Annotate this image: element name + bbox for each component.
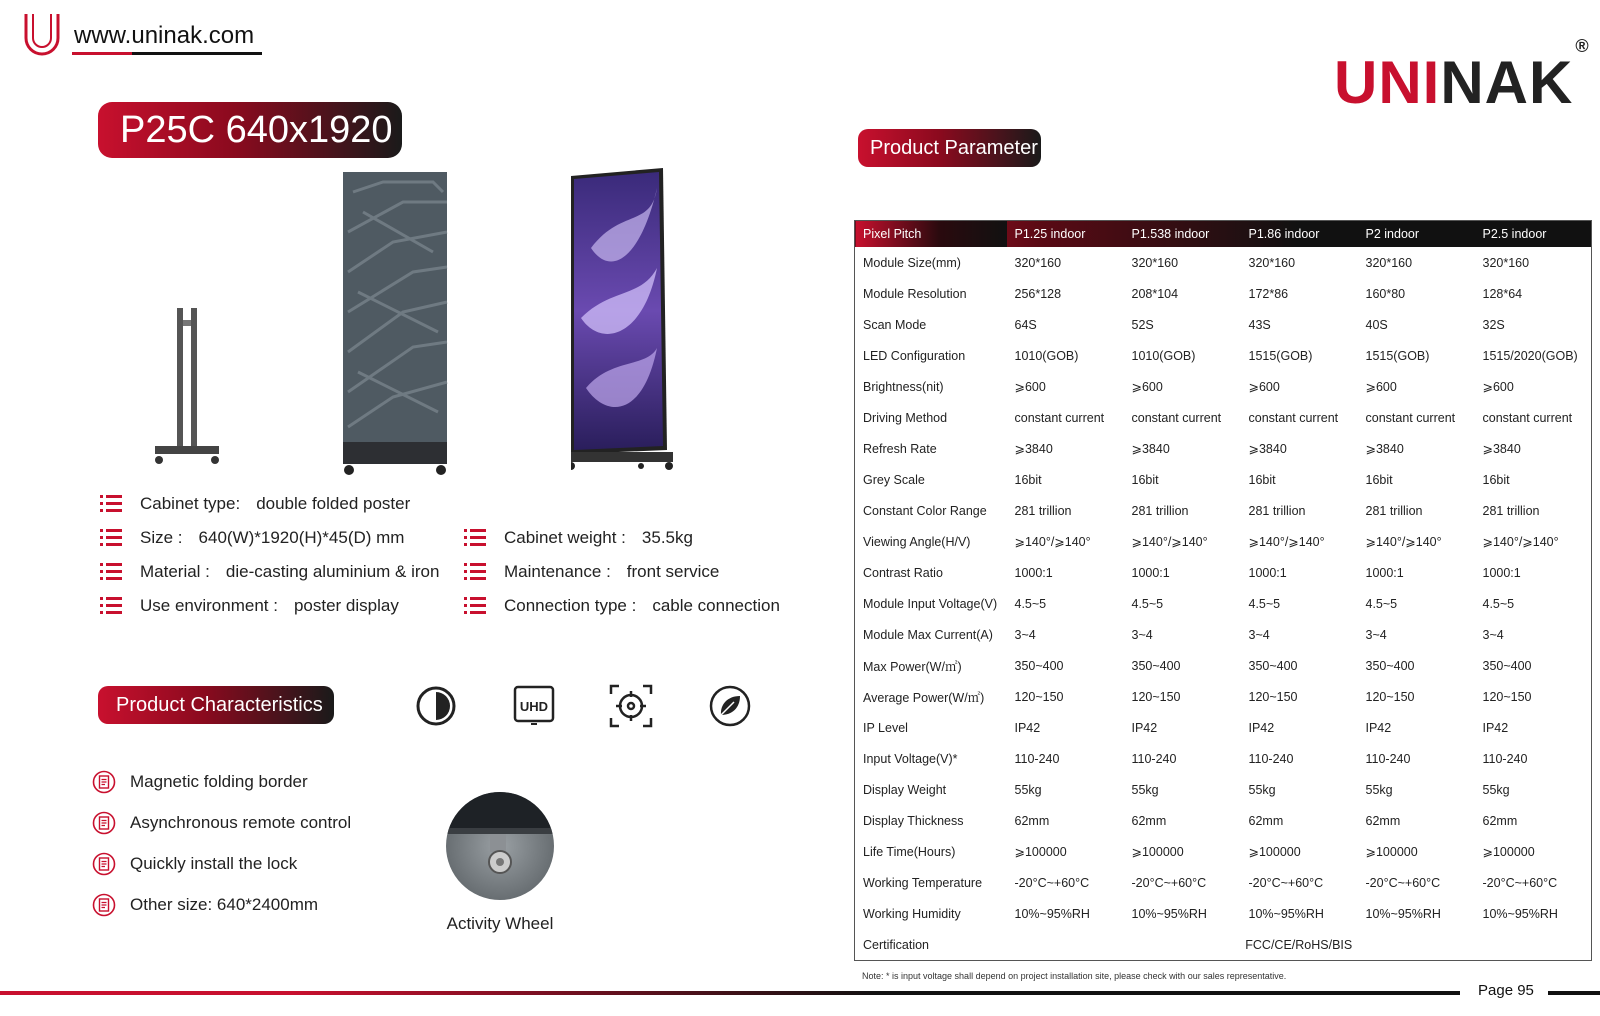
spec-use-environment [100, 596, 399, 616]
activity-wheel-image [446, 792, 554, 900]
table-cell: ⩾600 [1482, 380, 1514, 394]
table-row [855, 309, 1592, 340]
table-cell: 350~400 [1365, 658, 1415, 673]
row-label-cell: Scan Mode [863, 317, 927, 332]
table-cell: 208*104 [1131, 286, 1179, 301]
table-cell: 55kg [1365, 782, 1393, 797]
characteristic-item [92, 811, 351, 835]
table-header-cell: P2 indoor [1365, 227, 1420, 241]
row-label-cell: Working Temperature [863, 875, 983, 890]
table-cell: 4.5~5 [1131, 596, 1164, 611]
table-note: Note: * is input voltage shall depend on project installation site, please check with our sales representative. [862, 971, 1287, 981]
list-icon [100, 528, 122, 548]
table-row [855, 774, 1592, 805]
table-cell: 3~4 [1482, 627, 1504, 642]
table-cell: ⩾3840 [1014, 442, 1053, 456]
spec-material [100, 562, 439, 582]
row-label-cell: Input Voltage(V)* [863, 751, 958, 766]
cabinet-front-view-image [571, 168, 687, 478]
table-cell: 4.5~5 [1014, 596, 1047, 611]
table-cell: ⩾600 [1014, 380, 1046, 394]
table-row [855, 712, 1592, 743]
table-cell: 52S [1131, 317, 1154, 332]
table-row [855, 433, 1592, 464]
table-cell: 320*160 [1482, 255, 1530, 270]
table-row [855, 898, 1592, 929]
table-cell: constant current [1248, 410, 1339, 425]
row-label-cell: Module Input Voltage(V) [863, 596, 998, 611]
spec-cabinet-type [100, 494, 410, 514]
table-cell: constant current [1131, 410, 1222, 425]
table-cell: 1000:1 [1014, 565, 1053, 580]
table-cell: 55kg [1482, 782, 1510, 797]
table-cell: 16bit [1131, 472, 1159, 487]
table-cell: -20°C~+60°C [1482, 875, 1558, 890]
eco-leaf-icon [708, 684, 752, 728]
table-cell: ⩾600 [1248, 380, 1280, 394]
table-cell: 320*160 [1365, 255, 1413, 270]
spec-value: cable connection [652, 596, 780, 615]
row-label-cell: Driving Method [863, 410, 948, 425]
row-label-cell: Constant Color Range [863, 503, 987, 518]
table-cell: 110-240 [1482, 751, 1528, 766]
document-badge-icon [92, 770, 116, 794]
characteristic-item [92, 893, 318, 917]
page-number: Page 95 [1478, 982, 1534, 999]
row-label-cell: Working Humidity [863, 906, 961, 921]
table-cell: 256*128 [1014, 286, 1062, 301]
characteristic-item [92, 852, 297, 876]
product-parameter-title: Product Parameter [858, 129, 1041, 167]
table-row [855, 588, 1592, 619]
spec-value: 35.5kg [641, 528, 693, 547]
table-cell: 10%~95%RH [1014, 906, 1090, 921]
table-header-cell: Pixel Pitch [855, 221, 1007, 248]
table-cell: 10%~95%RH [1131, 906, 1207, 921]
document-badge-icon [92, 811, 116, 835]
table-cell: 3~4 [1365, 627, 1387, 642]
brand-logo-dark: NAK [1440, 49, 1574, 116]
row-label-cell: Refresh Rate [863, 441, 937, 456]
spec-key: Material : [140, 562, 210, 581]
row-label-cell: Module Size(mm) [863, 255, 961, 270]
table-cell: 350~400 [1014, 658, 1064, 673]
table-cell: 281 trillion [1482, 503, 1540, 518]
spec-value: 640(W)*1920(H)*45(D) mm [198, 528, 405, 547]
table-cell: IP42 [1131, 720, 1158, 735]
table-cell: 1000:1 [1365, 565, 1404, 580]
table-cell: 55kg [1248, 782, 1276, 797]
table-cell: -20°C~+60°C [1014, 875, 1090, 890]
table-header-cell: P1.25 indoor [1014, 227, 1086, 241]
spec-key: Size : [140, 528, 183, 547]
table-row [855, 402, 1592, 433]
table-cell: 62mm [1365, 813, 1401, 828]
table-cell: 4.5~5 [1365, 596, 1398, 611]
table-cell: ⩾140°/⩾140° [1248, 535, 1325, 549]
spec-key: Maintenance : [504, 562, 611, 581]
product-characteristics-title: Product Characteristics [98, 686, 334, 724]
table-cell: 120~150 [1131, 689, 1181, 704]
characteristic-text: Asynchronous remote control [130, 813, 352, 832]
parameter-table [854, 220, 1592, 961]
list-icon [100, 596, 122, 616]
table-row [855, 743, 1592, 774]
table-cell: 1010(GOB) [1014, 348, 1079, 363]
row-label-cell: Average Power(W/㎡) [863, 690, 985, 705]
table-cell: 43S [1248, 317, 1271, 332]
table-cell: -20°C~+60°C [1365, 875, 1441, 890]
table-cell: 10%~95%RH [1482, 906, 1558, 921]
spec-value: double folded poster [256, 494, 411, 513]
table-cell: 120~150 [1365, 689, 1415, 704]
row-label-cell: Max Power(W/㎡) [863, 659, 962, 674]
table-cell: ⩾140°/⩾140° [1482, 535, 1559, 549]
characteristic-text: Other size: 640*2400mm [130, 895, 319, 914]
characteristic-text: Quickly install the lock [130, 854, 298, 873]
characteristic-text: Magnetic folding border [130, 772, 308, 791]
row-label-cell: Life Time(Hours) [863, 844, 956, 859]
table-cell: 32S [1482, 317, 1505, 332]
row-label-cell: Contrast Ratio [863, 565, 943, 580]
spec-key: Connection type : [504, 596, 637, 615]
table-cell: 320*160 [1131, 255, 1179, 270]
table-cell: 16bit [1248, 472, 1276, 487]
table-cell: ⩾100000 [1131, 845, 1184, 859]
table-header-cell: P1.86 indoor [1248, 227, 1320, 241]
table-row [855, 278, 1592, 309]
table-cell: ⩾140°/⩾140° [1014, 535, 1091, 549]
table-row [855, 464, 1592, 495]
row-label-cell: Certification [863, 937, 929, 952]
table-cell: IP42 [1248, 720, 1275, 735]
site-url[interactable]: www.uninak.com [74, 22, 255, 49]
table-cell: ⩾600 [1365, 380, 1397, 394]
table-cell: 350~400 [1248, 658, 1298, 673]
table-row [855, 371, 1592, 402]
table-cell: 120~150 [1014, 689, 1064, 704]
table-row [855, 340, 1592, 371]
spec-size [100, 528, 404, 548]
table-cell: ⩾100000 [1482, 845, 1535, 859]
table-cell: 1010(GOB) [1131, 348, 1196, 363]
brand-logo [1334, 36, 1590, 117]
activity-wheel-label: Activity Wheel [446, 914, 554, 933]
table-cell: IP42 [1482, 720, 1509, 735]
table-cell: 110-240 [1131, 751, 1177, 766]
table-cell: ⩾3840 [1131, 442, 1170, 456]
table-cell: ⩾100000 [1014, 845, 1067, 859]
table-cell: 10%~95%RH [1365, 906, 1441, 921]
list-icon [100, 494, 122, 514]
table-cell: constant current [1482, 410, 1573, 425]
table-cell: 281 trillion [1248, 503, 1306, 518]
table-cell: 281 trillion [1365, 503, 1423, 518]
spec-maintenance [464, 562, 719, 582]
table-cell: 1515(GOB) [1248, 348, 1313, 363]
table-cell: ⩾3840 [1482, 442, 1521, 456]
table-row [855, 495, 1592, 526]
characteristic-item [92, 770, 308, 794]
table-cell: 110-240 [1248, 751, 1294, 766]
spec-connection-type [464, 596, 780, 616]
footer-divider-end [1548, 991, 1600, 995]
spec-value: die-casting aluminium & iron [225, 562, 440, 581]
contrast-icon [414, 684, 458, 728]
row-label-cell: Viewing Angle(H/V) [863, 534, 971, 549]
table-cell: 16bit [1014, 472, 1042, 487]
certification-value: FCC/CE/RoHS/BIS [1245, 937, 1353, 952]
table-row [855, 836, 1592, 867]
spec-value: poster display [293, 596, 399, 615]
table-cell: 160*80 [1365, 286, 1406, 301]
product-title: P25C 640x1920 [98, 102, 402, 158]
table-cell: constant current [1014, 410, 1105, 425]
table-header-cell: P2.5 indoor [1482, 227, 1547, 241]
table-row [855, 526, 1592, 557]
table-cell: -20°C~+60°C [1248, 875, 1324, 890]
table-cell: 4.5~5 [1248, 596, 1281, 611]
table-row [855, 681, 1592, 712]
table-header-row [855, 221, 1592, 248]
table-cell: ⩾3840 [1365, 442, 1404, 456]
row-label-cell: LED Configuration [863, 348, 966, 363]
footer-divider [0, 991, 1460, 995]
table-cell: 4.5~5 [1482, 596, 1515, 611]
brand-logo-red: UNI [1334, 49, 1441, 116]
focus-target-icon [609, 684, 653, 728]
row-label-cell: Module Max Current(A) [863, 627, 993, 642]
table-cell: 350~400 [1482, 658, 1532, 673]
cabinet-side-view-image [155, 308, 225, 478]
table-row [855, 805, 1592, 836]
row-label-cell: Module Resolution [863, 286, 967, 301]
table-cell: 64S [1014, 317, 1037, 332]
cabinet-back-view-image [343, 172, 457, 476]
table-row [855, 650, 1592, 681]
uhd-text: UHD [519, 699, 549, 714]
uhd-icon [512, 684, 556, 728]
list-icon [464, 596, 486, 616]
table-row [855, 867, 1592, 898]
row-label-cell: Display Thickness [863, 813, 964, 828]
table-cell: 110-240 [1365, 751, 1411, 766]
table-cell: constant current [1365, 410, 1456, 425]
table-cell: 10%~95%RH [1248, 906, 1324, 921]
table-cell: ⩾140°/⩾140° [1131, 535, 1208, 549]
table-cell: 3~4 [1248, 627, 1270, 642]
table-row [855, 557, 1592, 588]
table-cell: 281 trillion [1131, 503, 1189, 518]
table-cell: 55kg [1131, 782, 1159, 797]
table-cell: -20°C~+60°C [1131, 875, 1207, 890]
table-cell: 120~150 [1248, 689, 1298, 704]
table-cell: 320*160 [1248, 255, 1296, 270]
row-label-cell: Grey Scale [863, 472, 925, 487]
table-cell: 1000:1 [1482, 565, 1521, 580]
table-cell: 120~150 [1482, 689, 1532, 704]
table-row [855, 247, 1592, 278]
registered-mark: ® [1575, 36, 1590, 56]
table-cell: 16bit [1482, 472, 1510, 487]
table-cell: 62mm [1014, 813, 1050, 828]
table-row-certification [855, 929, 1592, 961]
table-cell: 110-240 [1014, 751, 1060, 766]
table-cell: 1515(GOB) [1365, 348, 1430, 363]
table-cell: 55kg [1014, 782, 1042, 797]
table-cell: ⩾100000 [1248, 845, 1301, 859]
spec-value: front service [626, 562, 720, 581]
table-cell: ⩾3840 [1248, 442, 1287, 456]
list-icon [464, 562, 486, 582]
table-cell: 16bit [1365, 472, 1393, 487]
table-cell: 172*86 [1248, 286, 1289, 301]
row-label-cell: IP Level [863, 720, 908, 735]
table-header-cell: P1.538 indoor [1131, 227, 1210, 241]
uninak-u-logo-icon [22, 12, 62, 58]
site-url-underline [72, 52, 262, 55]
table-cell: 128*64 [1482, 286, 1523, 301]
table-cell: 320*160 [1014, 255, 1062, 270]
table-cell: 62mm [1131, 813, 1167, 828]
row-label-cell: Display Weight [863, 782, 947, 797]
table-cell: ⩾600 [1131, 380, 1163, 394]
document-badge-icon [92, 893, 116, 917]
list-icon [100, 562, 122, 582]
table-cell: 3~4 [1014, 627, 1036, 642]
table-cell: 3~4 [1131, 627, 1153, 642]
list-icon [464, 528, 486, 548]
spec-cabinet-weight [464, 528, 693, 548]
table-cell: ⩾140°/⩾140° [1365, 535, 1442, 549]
table-cell: 62mm [1482, 813, 1518, 828]
spec-key: Cabinet weight : [504, 528, 626, 547]
document-badge-icon [92, 852, 116, 876]
spec-key: Use environment : [140, 596, 278, 615]
table-cell: 40S [1365, 317, 1388, 332]
table-cell: 350~400 [1131, 658, 1181, 673]
table-cell: 1000:1 [1248, 565, 1287, 580]
table-cell: 281 trillion [1014, 503, 1072, 518]
table-cell: 1000:1 [1131, 565, 1170, 580]
table-cell: 1515/2020(GOB) [1482, 348, 1578, 363]
table-cell: 62mm [1248, 813, 1284, 828]
table-cell: IP42 [1365, 720, 1392, 735]
table-row [855, 619, 1592, 650]
row-label-cell: Brightness(nit) [863, 379, 944, 394]
spec-key: Cabinet type: [140, 494, 241, 513]
table-cell: IP42 [1014, 720, 1041, 735]
table-cell: ⩾100000 [1365, 845, 1418, 859]
